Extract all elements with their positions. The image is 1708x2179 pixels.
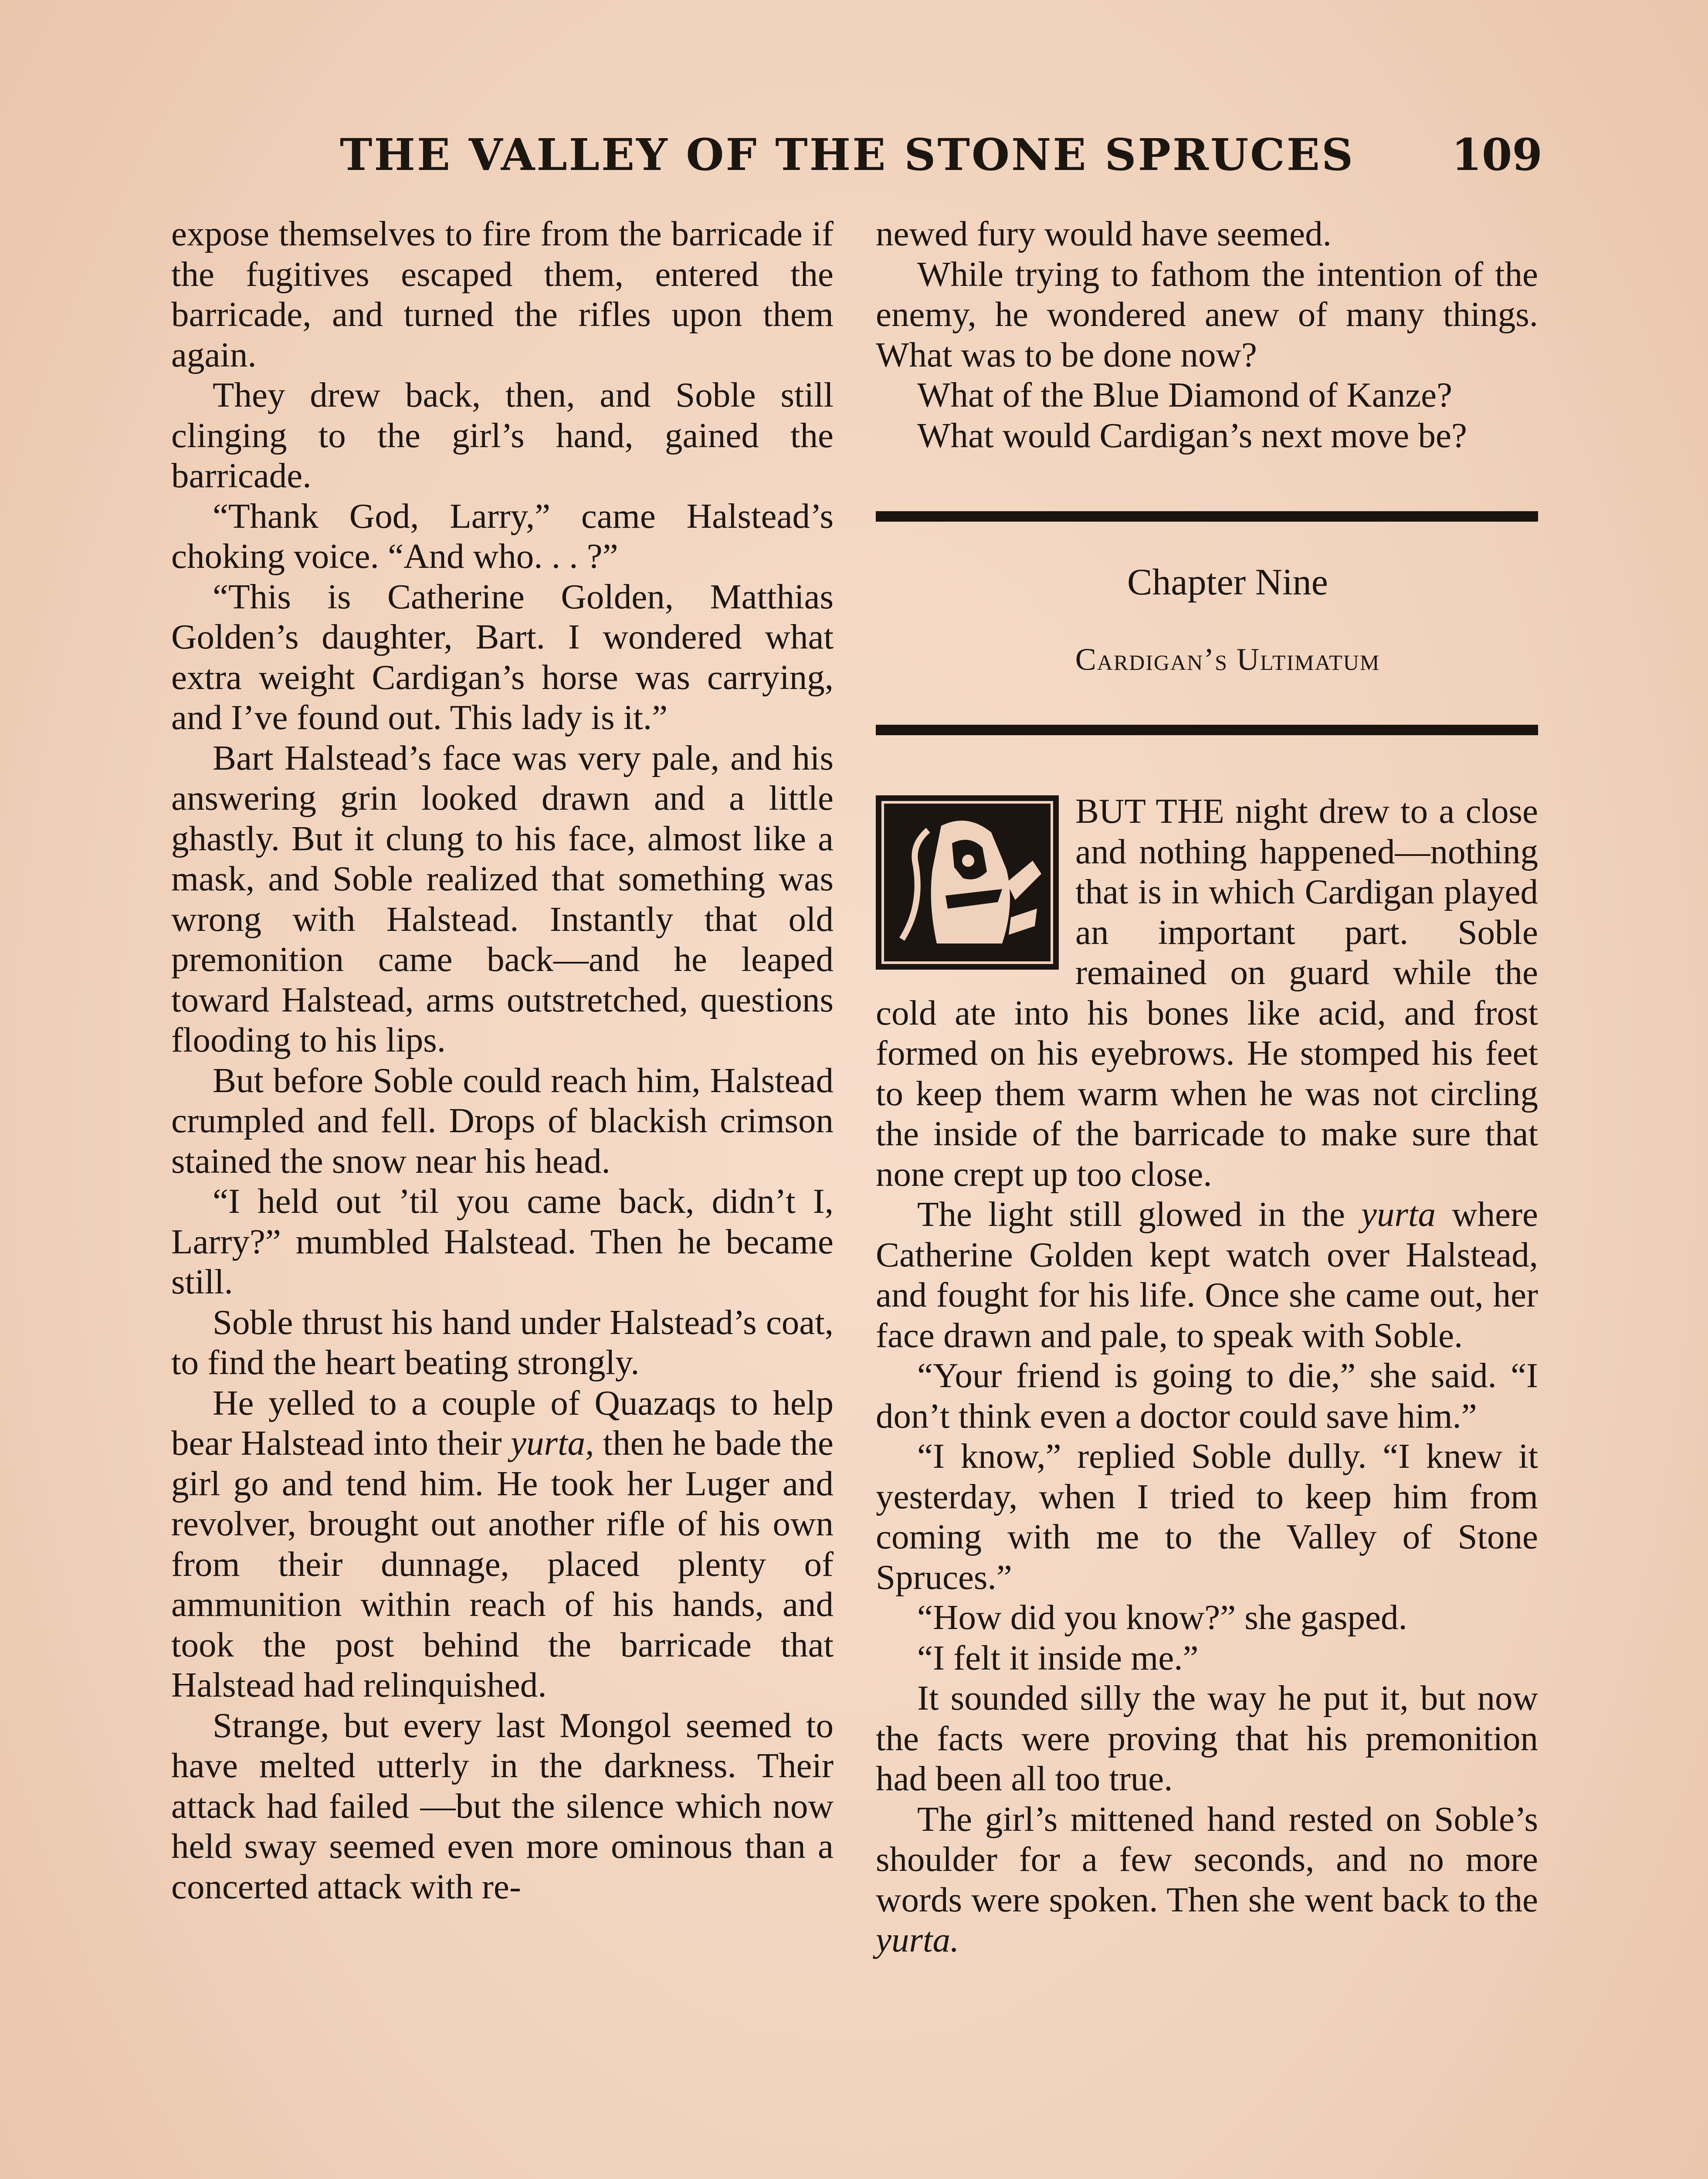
chapter-heading xyxy=(876,560,1538,681)
paragraph: They drew back, then, and Soble still clinging to the girl’s hand, gained the barricade. xyxy=(171,375,834,495)
text-run: then he bade the girl go and tend him. He took her Luger and revolver, brought out another rifle of his own from their dunnage, placed plenty of ammunition within reach of his hands, and took the post behind the barricade that Halstead had relinquished. xyxy=(171,1423,834,1704)
paragraph: “This is Catherine Golden, Matthias Golden’s daughter, Bart. I wondered what extra weight Cardigan’s horse was carrying, and I’ve found out. This lady is it.” xyxy=(171,577,834,737)
hooded-figure-illustration-icon xyxy=(876,795,1059,970)
italic-word: yurta. xyxy=(876,1920,959,1959)
paragraph xyxy=(876,1799,1538,1960)
paragraph: “How did you know?” she gasped. xyxy=(917,1598,1407,1637)
paragraph xyxy=(171,1383,834,1705)
italic-word: yurta xyxy=(1361,1195,1436,1234)
paragraph: What of the Blue Diamond of Kanze? xyxy=(917,375,1453,414)
paragraph: “I held out ’til you came back, didn’t I, Larry?” mumbled Halstead. Then he became still. xyxy=(171,1181,834,1301)
paragraph: expose themselves to fire from the barricade if the fugitives escaped them, entered the barricade, and turned the rifles upon them again. xyxy=(171,214,834,374)
paragraph: What would Cardigan’s next move be? xyxy=(917,415,1467,455)
italic-word: yurta, xyxy=(511,1423,594,1463)
paragraph: newed fury would have seemed. xyxy=(876,214,1332,253)
text-run: The light still glowed in the xyxy=(917,1195,1362,1234)
text-run: He yelled to a couple of Quazaqs to help bear Halstead into their xyxy=(171,1383,834,1463)
paragraph: “Your friend is going to die,” she said. “I don’t think even a doctor could save him.” xyxy=(876,1356,1538,1436)
chapter-number: Chapter Nine xyxy=(1127,561,1328,603)
paragraph: “Thank God, Larry,” came Halstead’s choking voice. “And who. . . ?” xyxy=(171,496,834,576)
paragraph: But before Soble could reach him, Halstead crumpled and fell. Drops of blackish crimson stained the snow near his head. xyxy=(171,1060,834,1181)
paragraph: Soble thrust his hand under Halstead’s coat, to find the heart beating strongly. xyxy=(171,1302,834,1382)
running-header xyxy=(340,124,1542,185)
divider xyxy=(876,511,1538,522)
paragraph xyxy=(876,1194,1538,1355)
paragraph: While trying to fathom the intention of the enemy, he wondered anew of many things. What was to be done now? xyxy=(876,254,1538,374)
page-number: 109 xyxy=(1451,129,1542,180)
paragraph: Bart Halstead’s face was very pale, and his answering grin looked drawn and a little ghastly. But it clung to his face, almost like a mask, and Soble realized that something was wrong with Halstead. Instantly that old premonition came back—and he leaped toward Halstead, arms outstretched, questions flooding to his lips. xyxy=(171,738,834,1059)
paragraph: “I felt it inside me.” xyxy=(917,1638,1199,1677)
text-run: where Catherine Golden kept watch over Halstead, and fought for his life. Once she came out, her face drawn and pale, to speak with Soble. xyxy=(876,1195,1538,1355)
text-run: The girl’s mittened hand rested on Soble’s shoulder for a few seconds, and no more words were spoken. Then she went back to the xyxy=(876,1799,1538,1919)
paragraph: Strange, but every last Mongol seemed to have melted utterly in the darkness. Their attack had failed —but the silence which now held sway seemed even more ominous than a concerted attack with re- xyxy=(171,1705,834,1906)
right-column xyxy=(876,214,1538,1960)
chapter-opening xyxy=(876,791,1538,1960)
chapter-title: Cardigan’s Ultimatum xyxy=(1075,642,1380,677)
paragraph: BUT THE night drew to a close and nothing happened—nothing that is in which Cardigan played an important part. Soble remained on guard while the cold ate into his bones like acid, and frost formed on his eyebrows. He stomped his feet to keep them warm when he was not circling the inside of the barricade to make sure that none crept up too close. xyxy=(876,791,1538,1194)
running-title: THE VALLEY OF THE STONE SPRUCES xyxy=(340,129,1355,180)
left-column xyxy=(171,214,834,1907)
paragraph: “I know,” replied Soble dully. “I knew it yesterday, when I tried to keep him from coming with me to the Valley of Stone Spruces.” xyxy=(876,1436,1538,1597)
paragraph: It sounded silly the way he put it, but now the facts were proving that his premonition had been all too true. xyxy=(876,1678,1538,1798)
divider xyxy=(876,725,1538,735)
